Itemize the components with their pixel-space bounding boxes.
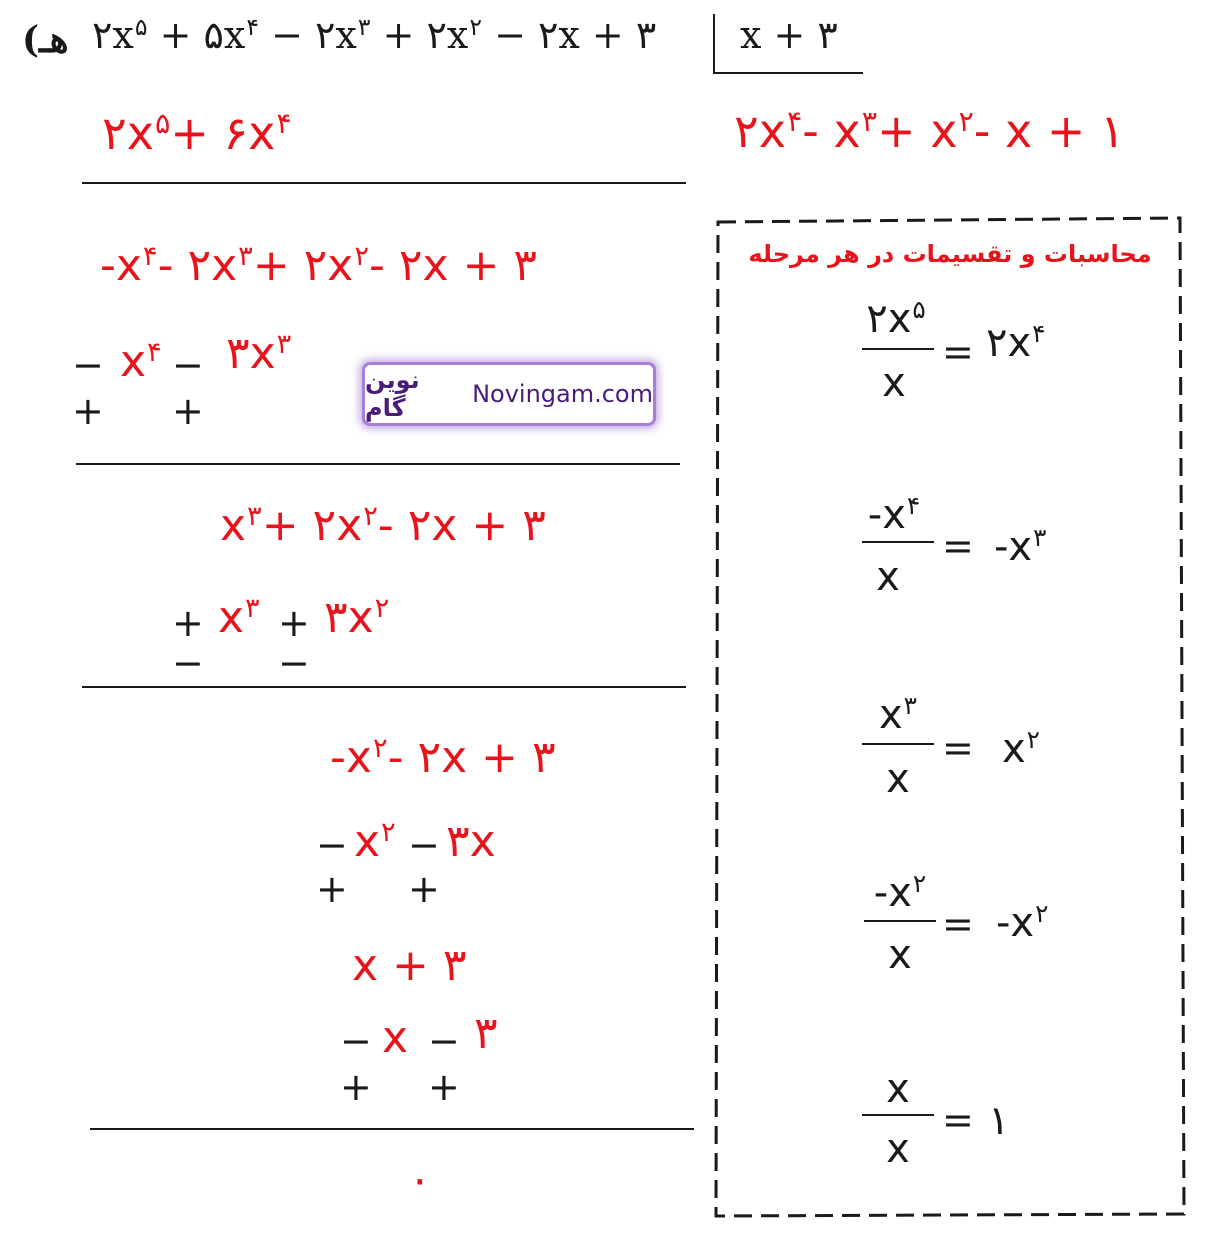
row3-result: $x^۲$ — [1002, 725, 1040, 772]
row4-equals: = — [942, 902, 974, 946]
row1-denominator: x — [882, 360, 906, 406]
row2-equals: = — [942, 524, 974, 568]
step2-minus-2: − — [172, 343, 204, 387]
step4-plus-2: + — [408, 867, 440, 911]
step5-plus-2: + — [428, 1065, 460, 1109]
row1-equals: = — [942, 330, 974, 374]
row5-result: ۱ — [988, 1098, 1010, 1144]
step3-plus-1: + — [172, 601, 204, 645]
row3-denominator: x — [886, 756, 910, 802]
step5-term-1: x — [382, 1012, 409, 1063]
step4-minus-1: − — [316, 823, 348, 867]
row2-numerator: $-x^۴$ — [867, 491, 921, 538]
panel-title: محاسبات و تقسیمات در هر مرحله — [748, 240, 1152, 268]
step2-divider — [76, 463, 680, 465]
row5-fraction-bar — [862, 1114, 934, 1116]
row3-numerator: $x^۳$ — [879, 691, 917, 738]
step5-minus-1: − — [340, 1019, 372, 1063]
row1-result: $۲x^۴$ — [986, 319, 1046, 366]
row4-denominator: x — [888, 932, 912, 978]
step4-plus-1: + — [316, 867, 348, 911]
row2-result: $-x^۳$ — [994, 523, 1047, 570]
step2-plus-1: + — [72, 389, 104, 433]
step4-minus-2: − — [408, 823, 440, 867]
step2-minus-1: − — [72, 343, 104, 387]
problem-label: (هـ — [22, 19, 69, 61]
row2-denominator: x — [876, 554, 900, 600]
row3-equals: = — [942, 726, 974, 770]
step4-remainder: x + ۳ — [352, 940, 467, 991]
step4-term-1: $x^۲$ — [354, 816, 396, 867]
step5-divider — [90, 1128, 694, 1130]
step1-divider — [82, 182, 686, 184]
final-remainder: ۰ — [408, 1154, 432, 1205]
row5-numerator: x — [886, 1066, 910, 1112]
divisor-vertical-bar — [713, 14, 715, 74]
step3-term-2: $۳x^۲$ — [324, 592, 390, 643]
row4-fraction-bar — [864, 920, 936, 922]
quotient: $۲x^۴-$ $x^۳+ x^۲-$ x + ۱ — [734, 104, 1125, 158]
row5-denominator: x — [886, 1126, 910, 1172]
step2-plus-2: + — [172, 389, 204, 433]
step2-term-2: $۳x^۳$ — [226, 328, 292, 379]
step2-remainder: $x^۳+$ $۲x^۲-$ ۲x + ۳ — [220, 500, 546, 551]
divisor-horizontal-bar — [713, 72, 863, 74]
step2-term-1: $x^۴$ — [120, 336, 162, 387]
step3-plus-2: + — [278, 601, 310, 645]
step3-term-1: $x^۳$ — [218, 592, 260, 643]
step5-term-2: ۳ — [474, 1008, 498, 1059]
step3-minus-1: − — [172, 641, 204, 685]
row1-fraction-bar — [862, 348, 934, 350]
row4-numerator: $-x^۲$ — [873, 869, 927, 916]
step1-remainder: $-x^۴-$ $۲x^۳+$ $۲x^۲-$ ۲x + ۳ — [100, 240, 537, 291]
row5-equals: = — [942, 1098, 974, 1142]
step5-minus-2: − — [428, 1019, 460, 1063]
row1-numerator: $۲x^۵$ — [866, 295, 926, 342]
dividend: $۲x^۵$ + $۵x^۴$ − $۲x^۳$ + $۲x^۲$ − ۲x + ۳ — [92, 13, 657, 57]
step1-subtrahend: $۲x^۵+$ $۶x^۴$ — [102, 106, 292, 160]
watermark-persian: نوین گام — [365, 366, 420, 422]
row4-result: $-x^۲$ — [996, 899, 1049, 946]
step5-plus-1: + — [340, 1065, 372, 1109]
watermark-english: Novingam.com — [472, 380, 653, 408]
step4-term-2: ۳x — [446, 816, 496, 867]
step3-minus-2: − — [278, 641, 310, 685]
row2-fraction-bar — [862, 541, 934, 543]
row3-fraction-bar — [862, 743, 934, 745]
divisor: x + ۳ — [740, 13, 838, 57]
watermark-logo — [362, 362, 656, 426]
step3-divider — [82, 686, 686, 688]
step3-remainder: $-x^۲-$ ۲x + ۳ — [330, 732, 556, 783]
